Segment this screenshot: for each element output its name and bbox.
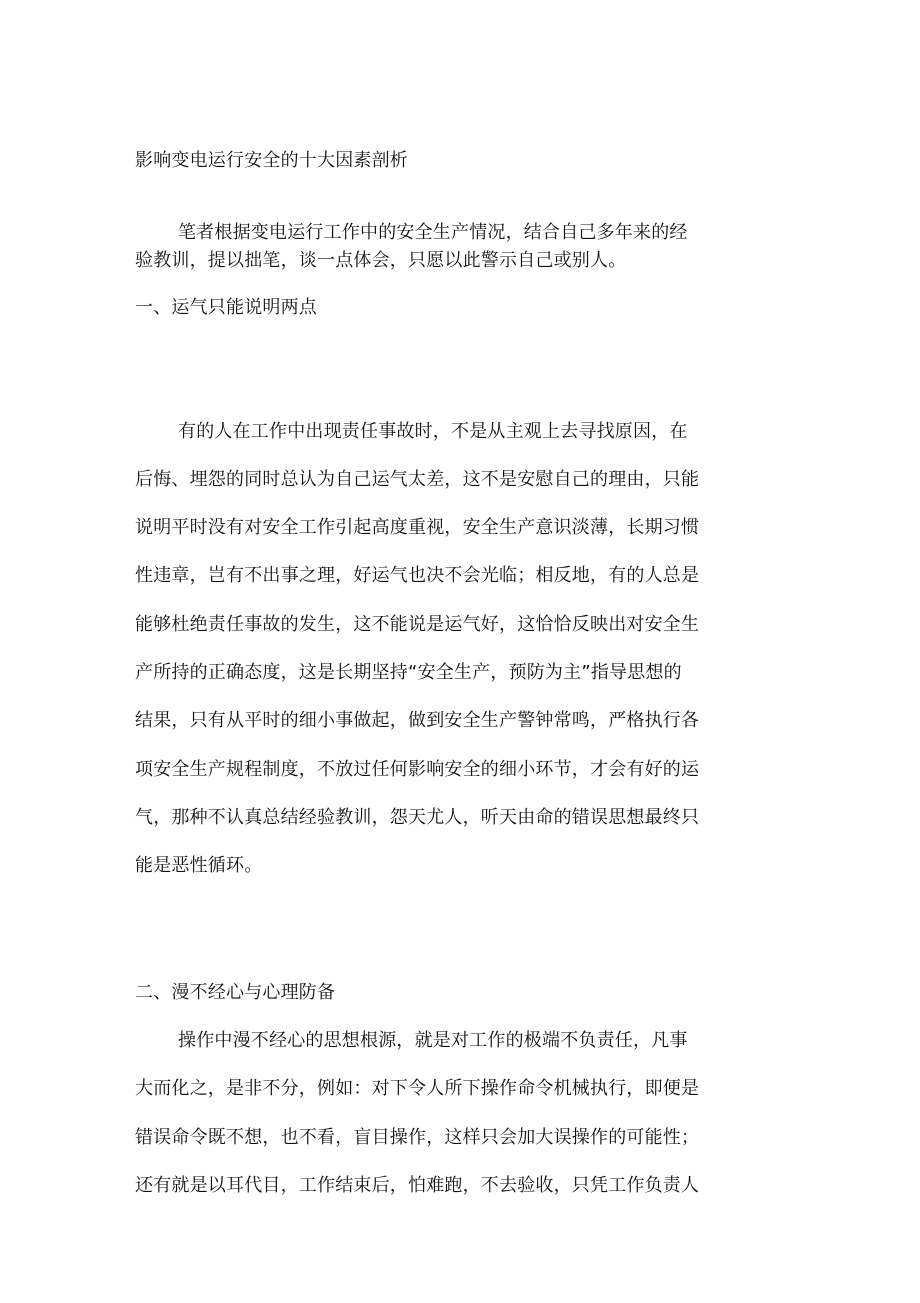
section-1-line-1: 有的人在工作中出现责任事故时，不是从主观上去寻找原因，在 (178, 421, 688, 442)
section-1-line-9: 气，那种不认真总结经验教训，怨天尤人，听天由命的错误思想最终只 (135, 807, 700, 828)
section-1-line-4: 性违章，岂有不出事之理，好运气也决不会光临；相反地，有的人总是 (135, 565, 700, 586)
section-1-line-5: 能够杜绝责任事故的发生，这不能说是运气好，这恰恰反映出对安全生 (135, 614, 700, 635)
section-2-line-3: 错误命令既不想，也不看，盲目操作，这样只会加大误操作的可能性； (135, 1127, 700, 1148)
section-2-heading: 二、漫不经心与心理防备 (135, 982, 336, 1003)
section-1-line-6: 产所持的正确态度，这是长期坚持“安全生产，预防为主”指导思想的 (135, 662, 682, 683)
intro-line-1: 笔者根据变电运行工作中的安全生产情况，结合自己多年来的经 (178, 222, 688, 243)
section-1-line-2: 后悔、埋怨的同时总认为自己运气太差，这不是安慰自己的理由，只能 (135, 469, 700, 490)
intro-line-2: 验教训，提以拙笔，谈一点体会，只愿以此警示自己或别人。 (135, 250, 627, 271)
section-1-line-3: 说明平时没有对安全工作引起高度重视，安全生产意识淡薄，长期习惯 (135, 517, 700, 538)
section-1-heading: 一、运气只能说明两点 (135, 297, 317, 318)
section-2-line-4: 还有就是以耳代目，工作结束后，怕难跑，不去验收，只凭工作负责人 (135, 1175, 700, 1196)
document-title: 影响变电运行安全的十大因素剖析 (135, 150, 408, 171)
section-2-line-1: 操作中漫不经心的思想根源，就是对工作的极端不负责任，凡事 (178, 1030, 688, 1051)
section-1-line-8: 项安全生产规程制度，不放过任何影响安全的细小环节，才会有好的运 (135, 759, 700, 780)
section-2-line-2: 大而化之，是非不分，例如：对下令人所下操作命令机械执行，即便是 (135, 1078, 700, 1099)
section-1-line-7: 结果，只有从平时的细小事做起，做到安全生产警钟常鸣，严格执行各 (135, 710, 700, 731)
section-1-line-10: 能是恶性循环。 (135, 855, 263, 876)
